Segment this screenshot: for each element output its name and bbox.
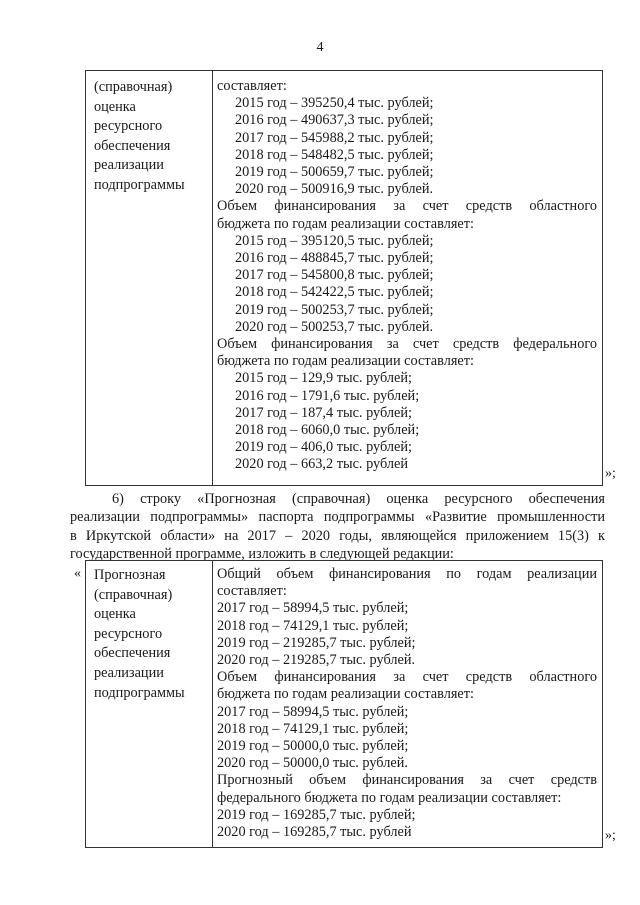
- section-heading: Объем финансирования за счет средств федерального: [217, 336, 597, 353]
- label-line: подпрограммы: [94, 176, 185, 193]
- column-divider: [212, 71, 213, 485]
- section-heading: Объем финансирования за счет средств областного: [217, 198, 597, 215]
- label-line: Прогнозная: [94, 567, 166, 583]
- year-line: 2017 год – 58994,5 тыс. рублей;: [217, 703, 409, 720]
- page-number: 4: [316, 40, 324, 55]
- closing-quote: »;: [605, 828, 616, 843]
- section-heading: Объем финансирования за счет средств областного: [217, 669, 597, 686]
- year-line: 2016 год – 490637,3 тыс. рублей;: [235, 112, 434, 129]
- year-line: 2017 год – 187,4 тыс. рублей;: [235, 404, 413, 421]
- year-line: 2020 год – 500916,9 тыс. рублей.: [235, 181, 434, 198]
- section-heading: бюджета по годам реализации составляет:: [217, 686, 474, 703]
- year-line: 2019 год – 219285,7 тыс. рублей;: [217, 634, 416, 651]
- amendment-paragraph: [70, 490, 605, 564]
- table-1-content: [217, 78, 597, 474]
- section-heading: бюджета по годам реализации составляет:: [217, 215, 474, 232]
- label-line: (справочная): [94, 79, 173, 95]
- label-line: подпрограммы: [94, 684, 185, 701]
- year-line: 2019 год – 500659,7 тыс. рублей;: [235, 164, 434, 181]
- year-line: 2015 год – 395250,4 тыс. рублей;: [235, 95, 434, 112]
- year-line: 2020 год – 219285,7 тыс. рублей.: [217, 652, 416, 669]
- year-line: 2018 год – 74129,1 тыс. рублей;: [217, 617, 409, 634]
- year-line: 2019 год – 500253,7 тыс. рублей;: [235, 301, 434, 318]
- label-line: ресурсного: [94, 625, 163, 642]
- section-heading: федерального бюджета по годам реализации составляет:: [217, 789, 562, 806]
- year-line: 2019 год – 169285,7 тыс. рублей;: [217, 806, 416, 823]
- year-line: 2019 год – 406,0 тыс. рублей;: [235, 439, 413, 456]
- label-line: оценка: [94, 606, 136, 623]
- year-line: 2017 год – 545800,8 тыс. рублей;: [235, 267, 434, 284]
- section-heading: бюджета по годам реализации составляет:: [217, 353, 474, 370]
- year-line: 2020 год – 169285,7 тыс. рублей: [217, 824, 412, 841]
- table-2-content: [217, 566, 597, 841]
- paragraph-line: в Иркутской области» на 2017 – 2020 годы, являющейся приложением 15(3) к: [70, 527, 605, 544]
- closing-quote: »;: [605, 466, 616, 481]
- label-line: обеспечения: [94, 137, 171, 154]
- year-line: 2018 год – 74129,1 тыс. рублей;: [217, 720, 409, 737]
- lead-text: составляет:: [217, 78, 287, 94]
- section-heading: Общий объем финансирования по годам реализации: [217, 566, 597, 582]
- paragraph-line: государственной программе, изложить в следующей редакции:: [70, 546, 454, 563]
- year-line: 2019 год – 50000,0 тыс. рублей;: [217, 738, 409, 755]
- year-line: 2018 год – 548482,5 тыс. рублей;: [235, 146, 434, 163]
- year-line: 2020 год – 663,2 тыс. рублей: [235, 456, 409, 473]
- year-line: 2018 год – 6060,0 тыс. рублей;: [235, 422, 420, 439]
- year-line: 2016 год – 1791,6 тыс. рублей;: [235, 387, 420, 404]
- paragraph-line: 6) строку «Прогнозная (справочная) оценка ресурсного обеспечения: [112, 491, 605, 507]
- year-line: 2016 год – 488845,7 тыс. рублей;: [235, 250, 434, 267]
- label-line: (справочная): [94, 586, 173, 603]
- column-divider: [212, 561, 213, 847]
- section-heading: Прогнозный объем финансирования за счет средств: [217, 772, 597, 789]
- table-2-label: [94, 566, 212, 703]
- section-heading: составляет:: [217, 583, 287, 600]
- label-line: ресурсного: [94, 118, 163, 135]
- label-line: реализации: [94, 157, 164, 174]
- year-line: 2015 год – 395120,5 тыс. рублей;: [235, 232, 434, 249]
- year-line: 2017 год – 545988,2 тыс. рублей;: [235, 129, 434, 146]
- year-line: 2018 год – 542422,5 тыс. рублей;: [235, 284, 434, 301]
- label-line: оценка: [94, 98, 136, 115]
- label-line: реализации: [94, 664, 164, 681]
- year-line: 2020 год – 500253,7 тыс. рублей.: [235, 318, 434, 335]
- paragraph-line: реализации подпрограммы» паспорта подпрограммы «Развитие промышленности: [70, 509, 605, 526]
- label-line: обеспечения: [94, 645, 171, 662]
- opening-quote: «: [74, 566, 81, 581]
- year-line: 2020 год – 50000,0 тыс. рублей.: [217, 755, 408, 772]
- year-line: 2015 год – 129,9 тыс. рублей;: [235, 370, 413, 387]
- table-1-label: [94, 78, 212, 196]
- year-line: 2017 год – 58994,5 тыс. рублей;: [217, 600, 409, 617]
